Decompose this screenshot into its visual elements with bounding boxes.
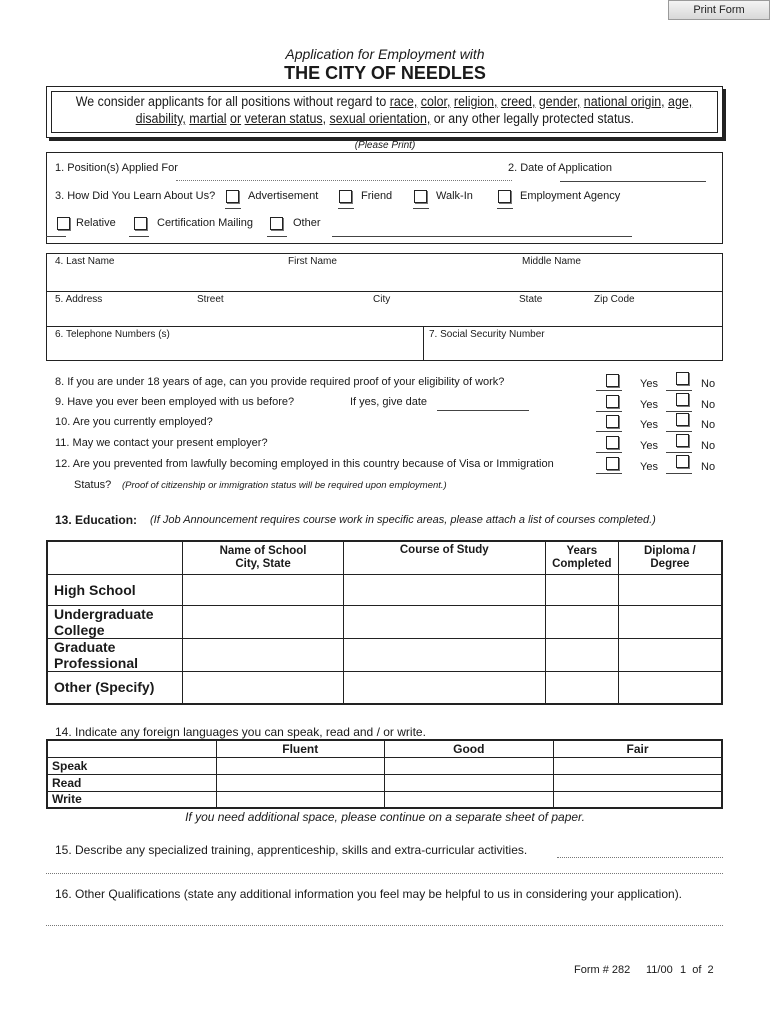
q9-yes-label: Yes — [640, 399, 658, 411]
training-input[interactable] — [557, 857, 723, 858]
lang-cell[interactable] — [384, 757, 553, 774]
edu-header-diploma: Diploma / Degree — [618, 541, 722, 574]
personal-info-section — [46, 253, 723, 361]
q8-no-label: No — [701, 378, 716, 390]
q11-yes-label: Yes — [640, 440, 658, 452]
question-12-status: Status? — [74, 479, 112, 491]
question-9-date-label: If yes, give date — [350, 396, 428, 408]
edu-cell[interactable] — [545, 574, 618, 605]
other-label: Other — [293, 217, 321, 229]
agency-checkbox[interactable] — [498, 190, 511, 203]
q12-yes-label: Yes — [640, 461, 658, 473]
edu-header-blank — [47, 541, 183, 574]
edu-cell[interactable] — [183, 671, 343, 704]
q8-yes-label: Yes — [640, 378, 658, 390]
q10-no-checkbox[interactable] — [676, 413, 689, 426]
positions-label: 1. Position(s) Applied For — [55, 162, 178, 174]
question-11: 11. May we contact your present employer? — [55, 437, 268, 449]
question-12: 12. Are you prevented from lawfully becoming employed in this country because of Visa or Immigration — [55, 458, 554, 470]
edu-cell[interactable] — [618, 574, 722, 605]
zip-label: Zip Code — [594, 294, 635, 305]
question-10: 10. Are you currently employed? — [55, 416, 213, 428]
education-note: (If Job Announcement requires course work in specific areas, please attach a list of courses completed.) — [150, 514, 656, 526]
edu-cell[interactable] — [618, 671, 722, 704]
edu-row-undergraduate: Undergraduate College — [47, 605, 183, 638]
first-name-label: First Name — [288, 256, 337, 267]
q12-no-label: No — [701, 461, 716, 473]
lang-cell[interactable] — [554, 791, 722, 808]
cert-mailing-checkbox[interactable] — [134, 217, 147, 230]
edu-row-high-school: High School — [47, 574, 183, 605]
question-9: 9. Have you ever been employed with us before? — [55, 396, 295, 408]
lang-row-speak: Speak — [47, 757, 217, 774]
qualifications-label: 16. Other Qualifications (state any additional information you feel may be helpful to us in considering your application). — [55, 887, 683, 901]
q9-no-label: No — [701, 399, 716, 411]
advertisement-checkbox[interactable] — [226, 190, 239, 203]
edu-cell[interactable] — [343, 605, 545, 638]
page-indicator: 1 of 2 — [680, 964, 714, 976]
qualifications-input[interactable] — [46, 925, 723, 926]
address-label: 5. Address — [55, 294, 103, 305]
relative-checkbox[interactable] — [57, 217, 70, 230]
education-table — [46, 540, 723, 705]
edu-cell[interactable] — [343, 574, 545, 605]
edu-cell[interactable] — [183, 605, 343, 638]
edu-cell[interactable] — [545, 605, 618, 638]
q11-no-label: No — [701, 440, 716, 452]
additional-space-note: If you need additional space, please continue on a separate sheet of paper. — [185, 810, 585, 824]
date-label: 2. Date of Application — [508, 162, 612, 174]
state-label: State — [519, 294, 543, 305]
languages-label: 14. Indicate any foreign languages you can speak, read and / or write. — [55, 725, 426, 739]
lang-row-write: Write — [47, 791, 217, 808]
question-12-note: (Proof of citizenship or immigration status will be required upon employment.) — [122, 480, 447, 491]
edu-row-graduate: Graduate Professional — [47, 638, 183, 671]
lang-cell[interactable] — [217, 757, 385, 774]
q12-yes-checkbox[interactable] — [606, 457, 619, 470]
edu-header-years: Years Completed — [545, 541, 618, 574]
edu-header-school: Name of School City, State — [183, 541, 343, 574]
cert-mailing-label: Certification Mailing — [157, 217, 253, 229]
lang-cell[interactable] — [554, 774, 722, 791]
edu-cell[interactable] — [183, 574, 343, 605]
notice-prefix: We consider applicants for all positions without regard to — [76, 94, 391, 109]
training-label: 15. Describe any specialized training, apprenticeship, skills and extra-curricular activities. — [55, 843, 528, 857]
city-label: City — [373, 294, 391, 305]
q10-yes-checkbox[interactable] — [606, 415, 619, 428]
lang-cell[interactable] — [554, 757, 722, 774]
q9-yes-checkbox[interactable] — [606, 395, 619, 408]
equal-opportunity-notice: We consider applicants for all positions without regard to race, color, religion, creed, gender, national origin, age, disability, martial or veteran status, sexual orientation, or any other legally protected status. — [46, 86, 723, 138]
form-title: THE CITY OF NEEDLES — [284, 63, 486, 83]
agency-label: Employment Agency — [520, 190, 621, 202]
print-form-button[interactable]: Print Form — [668, 0, 770, 20]
q10-no-label: No — [701, 419, 716, 431]
friend-label: Friend — [361, 190, 393, 202]
lang-cell[interactable] — [384, 774, 553, 791]
please-print-note: (Please Print) — [354, 140, 416, 151]
edu-cell[interactable] — [545, 671, 618, 704]
advertisement-label: Advertisement — [248, 190, 319, 202]
edu-cell[interactable] — [545, 638, 618, 671]
lang-header-fair: Fair — [554, 740, 722, 757]
edu-row-other: Other (Specify) — [47, 671, 183, 704]
edu-cell[interactable] — [618, 638, 722, 671]
q10-yes-label: Yes — [640, 419, 658, 431]
positions-input[interactable] — [176, 180, 512, 181]
edu-cell[interactable] — [343, 671, 545, 704]
form-number: Form # 282 — [574, 964, 631, 976]
date-input[interactable] — [560, 181, 706, 182]
ssn-label: 7. Social Security Number — [429, 329, 545, 340]
lang-header-good: Good — [384, 740, 553, 757]
middle-name-label: Middle Name — [522, 256, 581, 267]
learn-label: 3. How Did You Learn About Us? — [55, 190, 216, 202]
street-label: Street — [197, 294, 224, 305]
friend-checkbox[interactable] — [339, 190, 352, 203]
q8-no-checkbox[interactable] — [676, 372, 689, 385]
edu-header-course: Course of Study — [343, 541, 545, 574]
education-label: 13. Education: — [55, 513, 138, 527]
q12-no-checkbox[interactable] — [676, 455, 689, 468]
relative-label: Relative — [76, 217, 116, 229]
edu-cell[interactable] — [343, 638, 545, 671]
q11-no-checkbox[interactable] — [676, 434, 689, 447]
lang-cell[interactable] — [384, 791, 553, 808]
walkin-checkbox[interactable] — [414, 190, 427, 203]
question-8: 8. If you are under 18 years of age, can you provide required proof of your eligibility of work? — [55, 376, 505, 388]
lang-cell[interactable] — [217, 791, 385, 808]
employed-date-input[interactable] — [437, 410, 529, 411]
languages-table — [46, 739, 723, 809]
phone-label: 6. Telephone Numbers (s) — [55, 329, 170, 340]
lang-row-read: Read — [47, 774, 217, 791]
form-date: 11/00 — [646, 964, 673, 976]
q9-no-checkbox[interactable] — [676, 393, 689, 406]
walkin-label: Walk-In — [436, 190, 473, 202]
form-subtitle: Application for Employment with — [285, 46, 485, 62]
other-input[interactable] — [332, 236, 632, 237]
lang-header-blank — [47, 740, 217, 757]
other-checkbox[interactable] — [270, 217, 283, 230]
edu-cell[interactable] — [183, 638, 343, 671]
q8-yes-checkbox[interactable] — [606, 374, 619, 387]
lang-cell[interactable] — [217, 774, 385, 791]
lang-header-fluent: Fluent — [217, 740, 385, 757]
last-name-label: 4. Last Name — [55, 256, 115, 267]
q11-yes-checkbox[interactable] — [606, 436, 619, 449]
edu-cell[interactable] — [618, 605, 722, 638]
